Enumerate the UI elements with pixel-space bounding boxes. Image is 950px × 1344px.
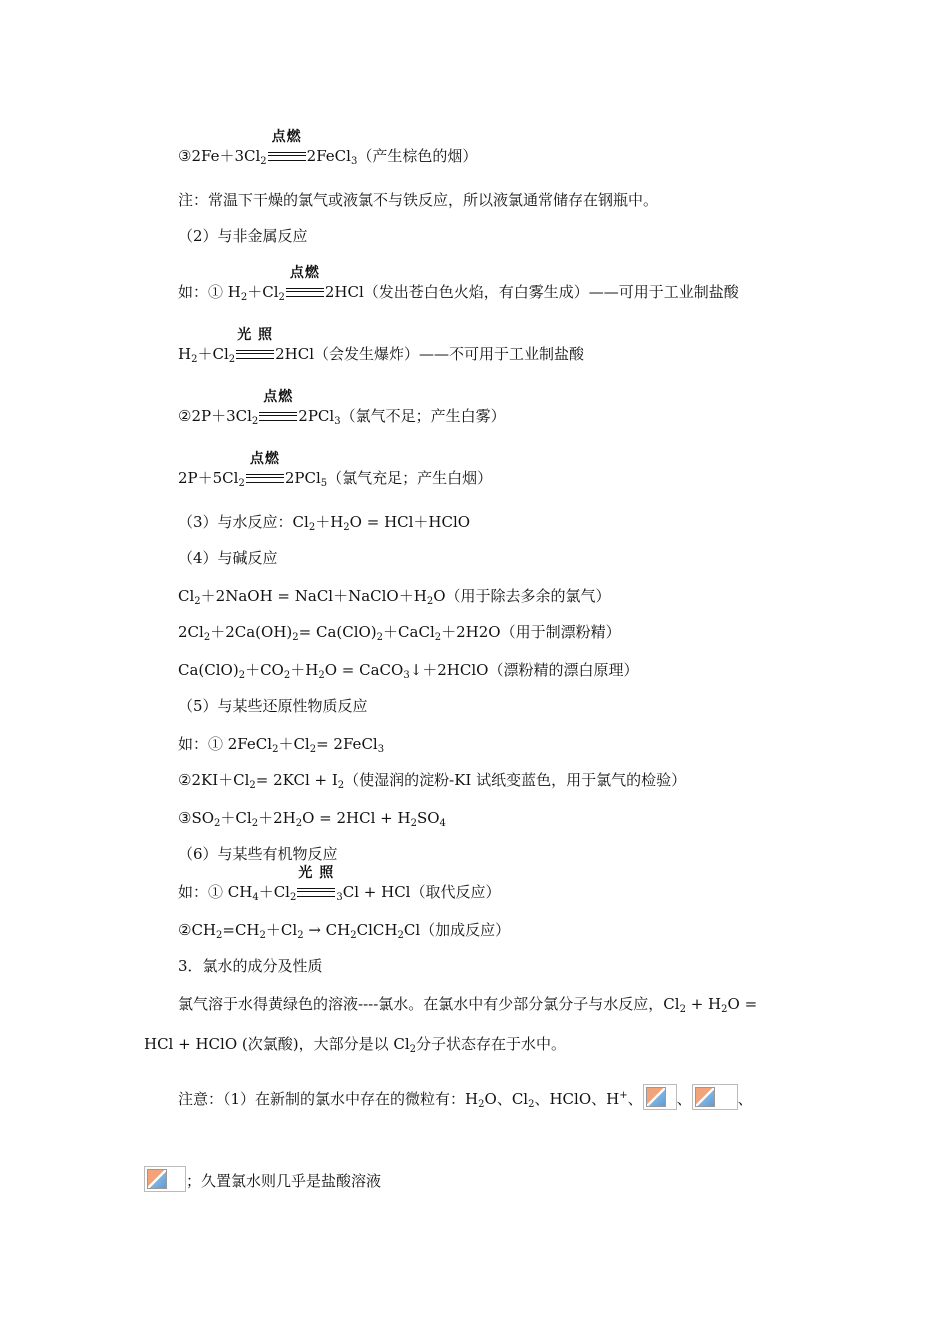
text: （产生棕色的烟）	[357, 147, 478, 165]
equation-ch4: 如：① $CH_4+Cl_2$ 光 照 $_3$Cl + HCl（取代反应）	[178, 865, 501, 903]
section-nonmetal: （2）与非金属反应	[178, 227, 308, 245]
text: ③2Fe＋3Cl	[178, 147, 261, 165]
equation-ki: $②2KI+Cl_2= 2KCl + I_2$（使湿润的淀粉-KI 试纸变蓝色，用于氯气的检验）	[178, 771, 687, 791]
reaction-condition: 点燃	[268, 146, 306, 166]
equation-so2: $③SO_2+Cl_2+2H_2O = 2HCl + H_2SO_4$	[178, 809, 446, 829]
section-organic: （6）与某些有机物反应	[178, 845, 338, 863]
note-aged-water: ；久置氯水则几乎是盐酸溶液	[144, 1166, 381, 1192]
equation-fe-cl2: $③2Fe+3Cl_2$ 点燃 2FeCl$_3$（产生棕色的烟）	[178, 129, 478, 167]
reaction-condition: 光 照	[297, 882, 335, 902]
paragraph-chlorine-water-2: HCl + HClO (次氯酸)，大部分是以 $Cl_2$分子状态存在于水中。	[144, 1035, 567, 1055]
paragraph-chlorine-water-1: 氯气溶于水得黄绿色的溶液----氯水。在氯水中有少部分氯分子与水反应，$Cl_2 + H_2O$ =	[178, 995, 758, 1015]
equation-p-cl2-pcl3: $②2P+3Cl_2$ 点燃 2PCl$_3$（氯气不足；产生白雾）	[178, 389, 506, 427]
equation-h2-cl2-light: $H_2+Cl_2$ 光 照 2HCl（会发生爆炸）——不可用于工业制盐酸	[178, 327, 585, 365]
section-base: （4）与碱反应	[178, 549, 278, 567]
text: 2FeCl	[306, 147, 351, 165]
reaction-condition: 点燃	[259, 406, 297, 426]
equation-caoh2: $2Cl_2+2Ca(OH)_2=$ $Ca(ClO)_2+CaCl_2+2H2O$（用于制漂粉精）	[178, 623, 621, 643]
reaction-condition: 点燃	[246, 468, 284, 488]
section-reducing: （5）与某些还原性物质反应	[178, 697, 368, 715]
equation-fecl2: 如：① $2FeCl_2+Cl_2=$ 2FeCl$_3$	[178, 735, 385, 755]
broken-image-icon	[144, 1166, 186, 1192]
equation-p-cl2-pcl5: $2P+5Cl_2$ 点燃 2PCl$_5$（氯气充足；产生白烟）	[178, 451, 493, 489]
broken-image-icon	[692, 1084, 738, 1110]
equation-ethylene: $②CH_2=CH_2+Cl_2$ → $CH_2ClCH_2Cl$（加成反应）	[178, 921, 511, 941]
equation-naoh: $Cl_2+2NaOH$ = $NaCl+NaClO+H_2O$（用于除去多余的氯气）	[178, 587, 611, 607]
equation-bleach: $Ca(ClO)_2+CO_2+H_2O$ = CaCO$_3$↓＋2HClO（漂粉精的漂白原理）	[178, 661, 639, 681]
note-dry-chlorine: 注：常温下干燥的氯气或液氯不与铁反应，所以液氯通常储存在钢瓶中。	[178, 191, 659, 209]
reaction-condition: 点燃	[286, 282, 324, 302]
equation-water: （3）与水反应：$Cl_2+H_2O$ = HCl＋HClO	[178, 513, 471, 533]
reaction-condition: 光 照	[236, 344, 274, 364]
note-particles: 注意：（1）在新制的氯水中存在的微粒有：$H_2O$、$Cl_2$、HClO、H+、 、 、	[178, 1084, 753, 1110]
broken-image-icon	[643, 1084, 677, 1110]
section-chlorine-water: 3．氯水的成分及性质	[178, 957, 323, 975]
equation-h2-cl2-burn: 如：① $H_2+Cl_2$ 点燃 2HCl（发出苍白色火焰，有白雾生成）——可用于工业制盐酸	[178, 265, 739, 303]
